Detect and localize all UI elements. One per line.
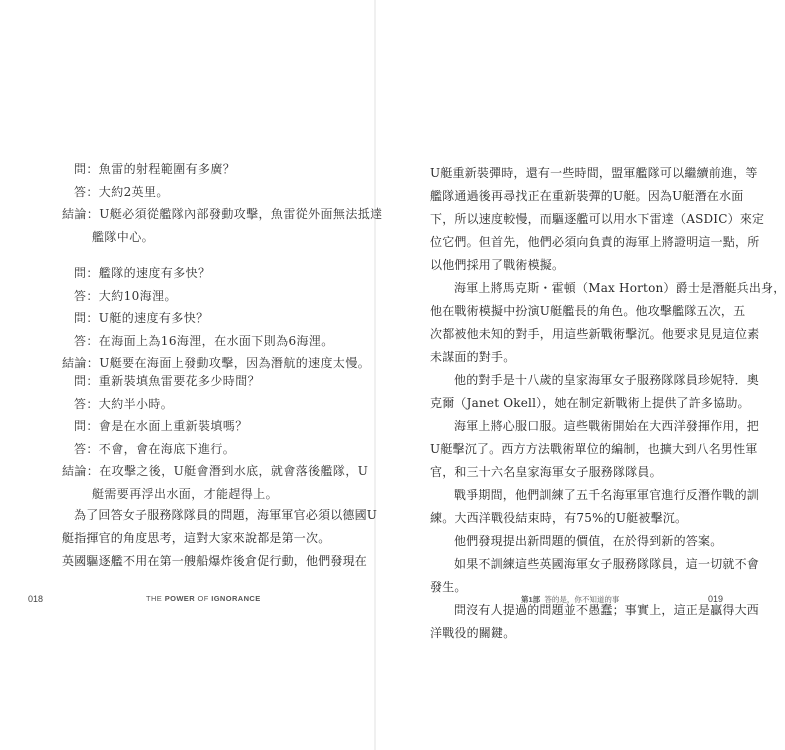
qa-line: 艦隊中心。	[92, 229, 155, 244]
qa-line: 問：艦隊的速度有多快？	[74, 266, 211, 280]
body-line: 海軍上將心服口服。這些戰術開始在大西洋發揮作用，把	[454, 419, 760, 433]
brand-of: OF	[195, 594, 212, 603]
qa-group-2	[62, 262, 370, 375]
qa-line: 結論：U艇要在海面上發動攻擊，因為潛航的速度太慢。	[62, 356, 371, 370]
qa-group-1	[62, 158, 383, 248]
qa-line: 問：重新裝填魚雷要花多少時間？	[74, 374, 261, 388]
page-number-left: 018	[28, 594, 44, 604]
body-line: 練。大西洋戰役結束時，有75%的U艇被擊沉。	[430, 511, 688, 525]
qa-line: 答：大約10海浬。	[74, 288, 177, 303]
body-line: 海軍上將馬克斯・霍頓（Max Horton）爵士是潛艇兵出身，	[454, 281, 785, 295]
brand-ignorance: IGNORANCE	[211, 594, 261, 603]
section-label: 答的是，你不知道的事	[544, 595, 620, 604]
brand-power: POWER	[164, 594, 196, 603]
left-page	[0, 0, 383, 750]
qa-line: 問：會是在水面上重新裝填嗎？	[74, 419, 248, 433]
right-body-text	[430, 162, 785, 645]
qa-line: 答：大約2英里。	[74, 184, 169, 199]
body-line: 他們發現提出新問題的價值，在於得到新的答案。	[454, 534, 723, 548]
qa-group-3	[62, 370, 368, 505]
qa-line: 問：U艇的速度有多快？	[74, 311, 209, 325]
body-line: 洋戰役的關鍵。	[430, 626, 516, 640]
body-line: 為了回答女子服務隊隊員的問題，海軍軍官必須以德國U	[74, 508, 378, 522]
body-line: 次都被他未知的對手，用這些新戰術擊沉。他要求見見這位素	[430, 327, 760, 341]
body-line: U艇重新裝彈時，還有一些時間，盟軍艦隊可以繼續前進，等	[430, 166, 758, 180]
qa-line: 答：在海面上為16海浬，在水面下則為6海浬。	[74, 333, 334, 348]
qa-line: 結論：在攻擊之後，U艇會潛到水底，就會落後艦隊，U	[62, 464, 369, 478]
left-body-text	[62, 504, 377, 573]
right-page	[375, 0, 785, 750]
body-line: 他在戰術模擬中扮演U艇艦長的角色。他攻擊艦隊五次，五	[430, 304, 746, 318]
body-line: 他的對手是十八歲的皇家海軍女子服務隊隊員珍妮特．奧	[454, 373, 760, 387]
qa-line: 艇需要再浮出水面，才能趕得上。	[92, 486, 279, 501]
body-line: 未謀面的對手。	[430, 350, 516, 364]
qa-line: 答：不會，會在海底下進行。	[74, 441, 236, 456]
body-line: 發生。	[430, 580, 467, 594]
body-line: 戰爭期間，他們訓練了五千名海軍軍官進行反潛作戰的訓	[454, 488, 760, 502]
body-line: 艦隊通過後再尋找正在重新裝彈的U艇。因為U艇潛在水面	[430, 189, 744, 203]
body-line: 以他們採用了戰術模擬。	[430, 258, 565, 272]
part-label: 第1部	[521, 595, 541, 604]
book-title-footer	[146, 594, 261, 603]
body-line: 問沒有人提過的問題並不愚蠢；事實上，這正是贏得大西	[454, 603, 760, 617]
body-line: 克爾（Janet Okell），她在制定新戰術上提供了許多協助。	[430, 396, 750, 410]
body-line: 下，所以速度較慢，而驅逐艦可以用水下雷達（ASDIC）來定	[430, 212, 765, 226]
page-number-right: 019	[708, 594, 724, 604]
qa-line: 答：大約半小時。	[74, 396, 174, 411]
qa-line: 問：魚雷的射程範圍有多廣？	[74, 162, 236, 176]
body-line: 英國驅逐艦不用在第一艘船爆炸後倉促行動，他們發現在	[62, 554, 368, 568]
qa-line: 結論：U艇必須從艦隊內部發動攻擊，魚雷從外面無法抵達	[62, 207, 383, 221]
body-line: U艇擊沉了。西方方法戰術單位的編制，也擴大到八名男性軍	[430, 442, 758, 456]
body-line: 官，和三十六名皇家海軍女子服務隊隊員。	[430, 465, 662, 479]
body-line: 艇指揮官的角度思考，這對大家來說都是第一次。	[62, 531, 331, 545]
brand-the: THE	[146, 594, 165, 603]
section-footer	[521, 594, 619, 605]
body-line: 如果不訓練這些英國海軍女子服務隊隊員，這一切就不會	[454, 557, 760, 571]
body-line: 位它們。但首先，他們必須向負責的海軍上將證明這一點，所	[430, 235, 760, 249]
